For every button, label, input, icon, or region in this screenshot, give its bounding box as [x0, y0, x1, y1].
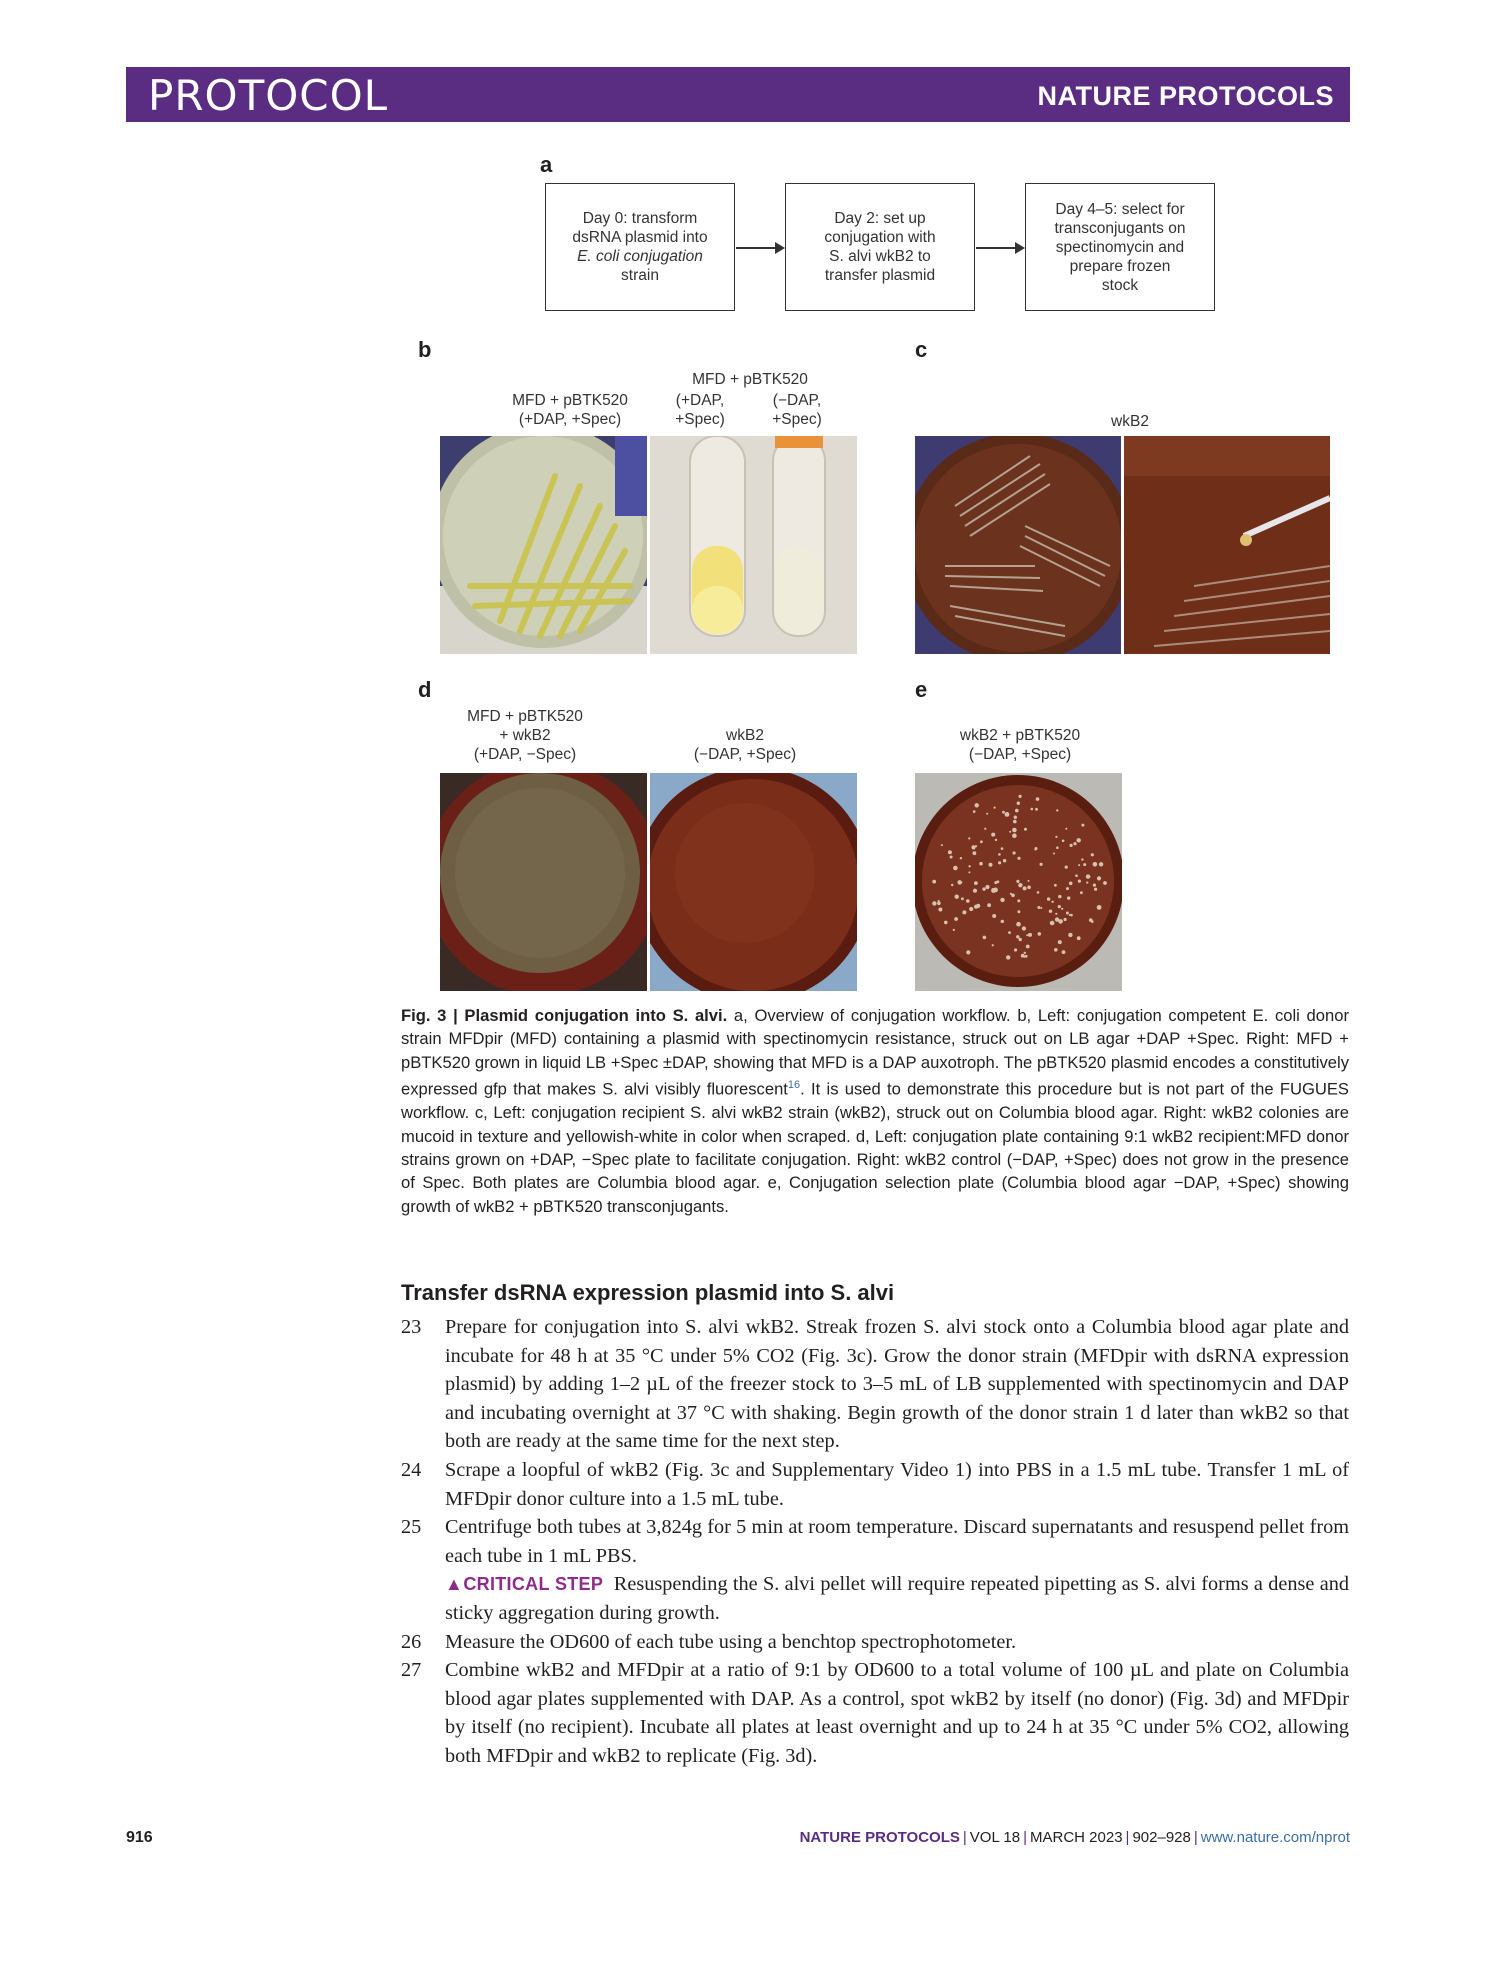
- caption-b-tube2-line1: (−DAP,: [772, 392, 822, 409]
- colony-dot: [1015, 809, 1019, 813]
- colony-dot: [975, 803, 979, 807]
- footer-url[interactable]: www.nature.com/nprot: [1200, 1829, 1350, 1846]
- colony-dot: [985, 885, 989, 889]
- caption-b-left-line2: (+DAP, +Spec): [518, 411, 622, 428]
- colony-dot: [991, 833, 995, 837]
- colony-dot: [1061, 908, 1063, 910]
- procedure-steps: [401, 1313, 1349, 1771]
- colony-dot: [1012, 833, 1017, 838]
- colony-dot: [1080, 891, 1083, 894]
- colony-dot: [950, 856, 953, 859]
- conjugation-plate-illustration: [440, 773, 647, 991]
- colony-dot: [960, 857, 962, 859]
- colony-dot: [1094, 888, 1097, 891]
- figure-caption: [401, 1004, 1349, 1218]
- colony-dot: [1027, 886, 1031, 890]
- step-number: 23: [401, 1316, 422, 1338]
- workflow-box-day4-line2: transconjugants on: [1054, 219, 1186, 237]
- colony-dot: [986, 813, 988, 815]
- caption-d-right: [665, 726, 825, 764]
- colony-dot: [1075, 874, 1078, 877]
- step-23: [401, 1313, 1349, 1456]
- colony-dot: [1018, 883, 1022, 887]
- photo-selection-plate: [915, 773, 1122, 991]
- colony-dot: [1064, 918, 1067, 921]
- colony-dot: [1049, 910, 1052, 913]
- colony-dot: [1054, 948, 1058, 952]
- workflow-box-day0-line3: E. coli conjugation: [577, 248, 703, 265]
- figure-caption-text-continued: . It is used to demonstrate this procedure but is not part of the FUGUES workflow. c, Left: conjugation recipient S. alvi wkB2 strain (wkB2), struck out on Columbia blood agar. Right: wkB2 colonies are mucoid in texture and yellowish-white in color when scraped. d, Left: conjugation plate containing 9:1 wkB2 recipient:MFD donor strains grown on +DAP, −Spec plate to facilitate conjugation. Right: wkB2 control (−DAP, +Spec) does not grow in the presence of Spec. Both plates are Columbia blood agar. e, Conjugation selection plate (Columbia blood agar −DAP, +Spec) showing growth of wkB2 + pBTK520 transconjugants.: [401, 1079, 1349, 1216]
- caption-e-line1: wkB2 + pBTK520: [959, 727, 1081, 744]
- colony-dot: [1070, 844, 1073, 847]
- caption-b-tube2-line2: +Spec): [772, 411, 822, 428]
- colony-dot: [1017, 899, 1020, 902]
- colony-dot: [1093, 884, 1096, 887]
- colony-dot: [982, 887, 985, 890]
- colony-dot: [1069, 914, 1071, 916]
- colony-dot: [1026, 945, 1030, 949]
- colony-dot: [1065, 866, 1068, 869]
- colony-dot: [1012, 828, 1017, 833]
- colony-dot: [1016, 935, 1019, 938]
- critical-step: [401, 1570, 1349, 1627]
- critical-step-label: ▲CRITICAL STEP: [445, 1574, 604, 1595]
- photo-lb-plate-streaks: [440, 436, 647, 654]
- footer-volume: VOL 18: [969, 1829, 1021, 1846]
- caption-e: [945, 726, 1095, 764]
- colony-dot: [1097, 876, 1101, 880]
- colony-dot: [994, 881, 997, 884]
- colony-dot: [1005, 812, 1010, 817]
- journal-header-band: [126, 67, 1350, 122]
- footer-date: MARCH 2023: [1030, 1829, 1123, 1846]
- caption-b-tube1: [655, 391, 745, 429]
- colony-dot: [1013, 820, 1017, 824]
- colony-dot: [975, 845, 977, 847]
- figure-caption-reference[interactable]: 16: [787, 1079, 801, 1092]
- caption-c: wkB2: [1111, 413, 1149, 430]
- colony-dot: [1031, 808, 1034, 811]
- colony-dot: [941, 844, 943, 846]
- panel-label-c: c: [915, 337, 928, 362]
- colony-dot: [1002, 811, 1005, 814]
- colony-dot: [1003, 859, 1006, 862]
- section-heading: Transfer dsRNA expression plasmid into S. alvi: [401, 1280, 895, 1305]
- photo-liquid-culture-tubes: [650, 436, 857, 654]
- caption-b-tube1-line1: (+DAP,: [675, 392, 725, 409]
- colony-dot: [1068, 933, 1072, 937]
- step-text: Centrifuge both tubes at 3,824g for 5 min at room temperature. Discard supernatants and resuspend pellet from each tube in 1 mL PBS.: [445, 1516, 1349, 1567]
- colony-dot: [1091, 920, 1094, 923]
- colony-dot: [1083, 863, 1086, 866]
- colony-dot: [1093, 862, 1098, 867]
- colony-dot: [998, 853, 1001, 856]
- workflow-box-day4-line3: spectinomycin and: [1055, 238, 1185, 256]
- caption-d-left: [440, 707, 610, 764]
- colony-dot: [1028, 933, 1032, 937]
- caption-b-left: [470, 391, 670, 429]
- colony-dot: [1062, 950, 1066, 954]
- colony-dot: [966, 899, 970, 903]
- step-27: [401, 1656, 1349, 1770]
- critical-step-text: Resuspending the S. alvi pellet will require repeated pipetting as S. alvi forms a dense and sticky aggregation during growth.: [445, 1573, 1349, 1624]
- colony-dot: [1103, 881, 1107, 885]
- colony-dot: [968, 837, 970, 839]
- photo-wkb2-control-plate: [650, 773, 857, 991]
- workflow-box-day0-line1: Day 0: transform: [582, 210, 698, 227]
- panel-label-b: b: [418, 337, 432, 362]
- colony-dot: [1010, 893, 1012, 895]
- workflow-arrow-2: [976, 247, 1023, 249]
- colony-dot: [1073, 842, 1076, 845]
- caption-d-right-line2: (−DAP, +Spec): [693, 746, 797, 763]
- colony-dot: [1017, 857, 1020, 860]
- caption-b-tube2: [752, 391, 842, 429]
- colony-dot: [969, 907, 973, 911]
- colony-dot: [1037, 891, 1040, 894]
- lb-plate-illustration: [440, 436, 647, 654]
- colony-scrape-illustration: [1124, 436, 1330, 654]
- footer-citation: NATURE PROTOCOLS | VOL 18 | MARCH 2023 | 902–928 | www.nature.com/nprot: [799, 1829, 1350, 1846]
- workflow-box-day2-line3: S. alvi wkB2 to: [829, 248, 931, 265]
- colony-dot: [1055, 917, 1059, 921]
- caption-e-line2: (−DAP, +Spec): [968, 746, 1072, 763]
- colony-dot: [1040, 907, 1042, 909]
- colony-dot: [1021, 954, 1025, 958]
- workflow-box-day4: [1025, 183, 1215, 311]
- step-number: 25: [401, 1516, 422, 1539]
- colony-dot: [1001, 847, 1004, 850]
- colony-dot: [1025, 955, 1028, 958]
- colony-dot: [1000, 898, 1004, 902]
- colony-dot: [1014, 816, 1017, 819]
- colony-dot: [973, 889, 977, 893]
- colony-dot: [974, 881, 978, 885]
- colony-dot: [980, 840, 983, 843]
- colony-dot: [1091, 853, 1094, 856]
- colony-dot: [974, 905, 978, 909]
- colony-dot: [995, 839, 997, 841]
- colony-dot: [1081, 858, 1083, 860]
- colony-dot: [1058, 905, 1061, 908]
- workflow-box-day4-line1: Day 4–5: select for: [1055, 200, 1185, 218]
- tubes-illustration: [650, 436, 857, 654]
- control-plate-illustration: [650, 773, 857, 991]
- step-number: 27: [401, 1659, 422, 1682]
- colony-dot: [1001, 920, 1004, 923]
- colony-dot: [1069, 882, 1073, 886]
- panel-label-e: e: [915, 677, 928, 702]
- caption-b-right-title: MFD + pBTK520: [692, 371, 808, 388]
- colony-dot: [1035, 847, 1038, 850]
- colony-dot: [1047, 897, 1050, 900]
- workflow-box-day0-line2: dsRNA plasmid into: [572, 229, 708, 246]
- colony-dot: [983, 936, 987, 940]
- caption-d-left-line2: + wkB2: [499, 727, 551, 744]
- colony-dot: [1016, 922, 1021, 927]
- colony-dot: [948, 850, 952, 854]
- colony-dot: [1019, 795, 1022, 798]
- caption-b-tube1-line2: +Spec): [675, 411, 725, 428]
- colony-dot: [953, 929, 955, 931]
- workflow-box-day0-line4: strain: [621, 267, 659, 284]
- workflow-arrow-1: [736, 247, 783, 249]
- colony-dot: [962, 910, 966, 914]
- footer-pages: 902–928: [1132, 1829, 1191, 1846]
- colony-dot: [1056, 846, 1059, 849]
- journal-name: NATURE PROTOCOLS: [1037, 81, 1334, 111]
- colony-dot: [979, 862, 983, 866]
- panel-label-a: a: [540, 152, 553, 177]
- colony-dot: [932, 880, 936, 884]
- colony-dot: [973, 810, 976, 813]
- colony-dot: [998, 861, 1001, 864]
- caption-d-left-line3: (+DAP, −Spec): [473, 746, 577, 763]
- workflow-box-day2-line1: Day 2: set up: [834, 210, 926, 227]
- colony-dot: [1014, 948, 1017, 951]
- colony-dot: [1056, 809, 1058, 811]
- colony-dot: [973, 851, 977, 855]
- step-number: 24: [401, 1458, 422, 1481]
- colony-dot: [961, 897, 964, 900]
- colony-dot: [1051, 901, 1053, 903]
- photo-blood-agar-streaks: [915, 436, 1121, 654]
- colony-dot: [1035, 808, 1038, 811]
- colony-dot: [938, 900, 940, 902]
- colony-dot: [1009, 831, 1011, 833]
- colony-dot: [1013, 851, 1016, 854]
- blood-agar-plate-illustration: [915, 436, 1121, 654]
- colony-dot: [1066, 887, 1069, 890]
- caption-d-left-line1: MFD + pBTK520: [467, 708, 583, 725]
- step-text: Combine wkB2 and MFDpir at a ratio of 9:1 by OD600 to a total volume of 100 µL and plate on Columbia blood agar plates supplemented with DAP. As a control, spot wkB2 by itself (no donor) (Fig. 3d) and MFDpir by itself (no recipient). Incubate all plates at least overnight and up to 24 h at 35 °C under 5% CO2, allowing both MFDpir and wkB2 to replicate (Fig. 3d).: [445, 1659, 1349, 1767]
- colony-dot: [1024, 828, 1027, 831]
- colony-dot: [1053, 853, 1055, 855]
- colony-dot: [1017, 802, 1020, 805]
- colony-dot: [987, 903, 991, 907]
- footer-journal: NATURE PROTOCOLS: [799, 1829, 960, 1846]
- colony-dot: [1066, 912, 1069, 915]
- colony-dot: [958, 880, 962, 884]
- colony-dot: [1078, 880, 1081, 883]
- page-number: 916: [126, 1829, 153, 1846]
- colony-dot: [1077, 838, 1081, 842]
- workflow-box-day2: [785, 183, 975, 311]
- colony-dot: [1097, 905, 1102, 910]
- step-text: Measure the OD600 of each tube using a benchtop spectrophotometer.: [445, 1630, 1017, 1653]
- colony-dot: [953, 866, 958, 871]
- colony-dot: [938, 908, 942, 912]
- colony-dot: [1054, 884, 1057, 887]
- colony-dot: [954, 917, 958, 921]
- colony-dot: [968, 865, 970, 867]
- step-text: Scrape a loopful of wkB2 (Fig. 3c and Supplementary Video 1) into PBS in a 1.5 mL tube. Transfer 1 mL of MFDpir donor culture into a 1.5 mL tube.: [445, 1458, 1349, 1510]
- colony-dot: [1055, 913, 1057, 915]
- workflow-box-day0: [545, 183, 735, 311]
- section-label: PROTOCOL: [148, 71, 389, 120]
- colony-dot: [1026, 934, 1028, 936]
- colony-dot: [1008, 931, 1011, 934]
- colony-dot: [1019, 938, 1022, 941]
- colony-dot: [1050, 921, 1055, 926]
- caption-b-left-line1: MFD + pBTK520: [512, 392, 628, 409]
- colony-dot: [992, 914, 996, 918]
- colony-dot: [1023, 886, 1027, 890]
- colony-dot: [951, 884, 953, 886]
- colony-dot: [1062, 840, 1065, 843]
- workflow-box-day4-line5: stock: [1101, 276, 1139, 294]
- colony-dot: [1036, 797, 1040, 801]
- colony-dot: [1099, 862, 1103, 866]
- colony-dot: [994, 807, 996, 809]
- colony-dot: [1024, 952, 1026, 954]
- colony-dot: [989, 863, 993, 867]
- colony-dot: [1017, 910, 1020, 913]
- colony-dot: [1067, 896, 1070, 899]
- workflow-box-day4-line4: prepare frozen: [1069, 257, 1171, 275]
- colony-dot: [944, 921, 948, 925]
- step-24: [401, 1456, 1349, 1513]
- step-text: Prepare for conjugation into S. alvi wkB2. Streak frozen S. alvi stock onto a Columbia blood agar plate and incubate for 48 h at 35 °C under 5% CO2 (Fig. 3c). Grow the donor strain (MFDpir with dsRNA expression plasmid) by adding 1–2 µL of the freezer stock to 3–5 mL of LB supplemented with spectinomycin and DAP and incubating overnight at 37 °C with shaking. Begin growth of the donor strain 1 d later than wkB2 so that both are ready at the same time for the next step.: [445, 1316, 1349, 1453]
- colony-dot: [1081, 824, 1084, 827]
- step-25: [401, 1513, 1349, 1570]
- colony-dot: [1078, 864, 1080, 866]
- colony-dot: [966, 950, 970, 954]
- colony-dot: [1058, 895, 1061, 898]
- photo-conjugation-plate: [440, 773, 647, 991]
- colony-dot: [1006, 955, 1010, 959]
- colony-dot: [1023, 927, 1026, 930]
- workflow-box-day2-line2: conjugation with: [824, 229, 936, 246]
- colony-dot: [1037, 906, 1040, 909]
- photo-colony-scrape: [1124, 436, 1330, 654]
- figure-caption-title: Fig. 3 | Plasmid conjugation into S. alvi.: [401, 1006, 728, 1025]
- step-number: 26: [401, 1630, 422, 1653]
- colony-dot: [932, 901, 936, 905]
- colony-dot: [1055, 836, 1057, 838]
- step-26: [401, 1628, 1349, 1657]
- colony-dot: [1016, 880, 1019, 883]
- colony-dot: [1058, 940, 1062, 944]
- colony-dot: [968, 871, 970, 873]
- selection-plate-illustration: [915, 773, 1122, 991]
- workflow-box-day2-line4: transfer plasmid: [824, 267, 936, 284]
- colony-dot: [1077, 936, 1081, 940]
- colony-dot: [1028, 880, 1030, 882]
- figure-caption-text: a, Overview of conjugation workflow. b, Left: conjugation competent E. coli donor strain MFDpir (MFD) containing a plasmid with spectinomycin resistance, struck out on LB agar +DAP +Spec. Right: MFD + pBTK520 grown in liquid LB +Spec ±DAP, showing that MFD is a DAP auxotroph. The pBTK520 plasmid encodes a constitutively expressed gfp that makes S. alvi visibly fluorescent: [401, 1006, 1349, 1099]
- colony-dot: [993, 888, 998, 893]
- colony-dot: [1038, 932, 1042, 936]
- panel-label-d: d: [418, 677, 432, 702]
- colony-dot: [1065, 828, 1067, 830]
- colony-dot: [1086, 882, 1088, 884]
- colony-dot: [1040, 863, 1043, 866]
- colony-dot: [984, 828, 986, 830]
- colony-dot: [955, 895, 959, 899]
- caption-d-right-line1: wkB2: [726, 727, 764, 744]
- colony-dot: [1088, 876, 1090, 878]
- colony-dot: [992, 944, 994, 946]
